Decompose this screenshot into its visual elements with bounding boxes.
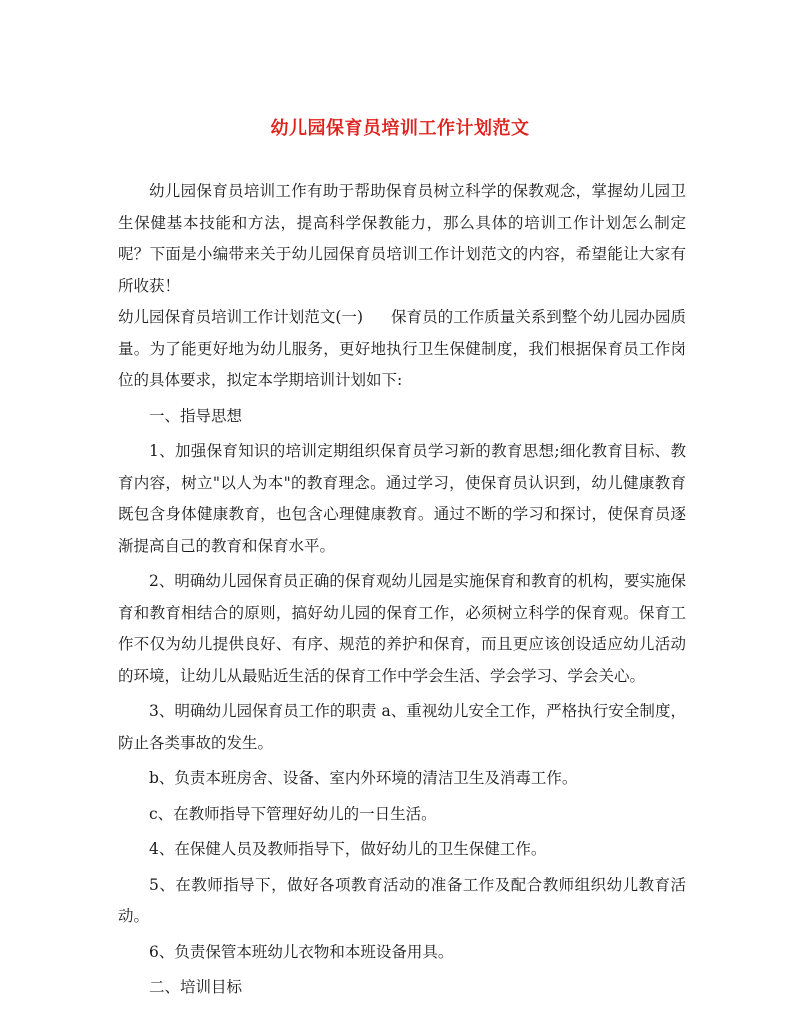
heading-guiding-ideology: 一、指导思想	[149, 406, 243, 425]
section-paragraph	[118, 302, 686, 397]
paragraph-item-2: 2、明确幼儿园保育员正确的保育观幼儿园是实施保育和教育的机构，要实施保育和教育相结合的原则，搞好幼儿园的保育工作，必须树立科学的保育观。保育工作不仅为幼儿提供良好、有序、规范的养护和保育，而且更应该创设适应幼儿活动的环境，让幼儿从最贴近生活的保育工作中学会生活、学会学习、学会关心。	[118, 572, 686, 685]
paragraph-item-5: 5、在教师指导下，做好各项教育活动的准备工作及配合教师组织幼儿教育活动。	[118, 875, 686, 925]
document-body	[118, 176, 686, 1004]
section-heading: 幼儿园保育员培训工作计划范文(一)	[118, 308, 363, 326]
document-title: 幼儿园保育员培训工作计划范文	[270, 118, 530, 139]
paragraph-item-4: 4、在保健人员及教师指导下，做好幼儿的卫生保健工作。	[149, 840, 547, 858]
section-intro: 保育员的工作质量关系到整个幼儿园办园质量。为了能更好地为幼儿服务，更好地执行卫生保健制度，我们根据保育员工作岗位的具体要求，拟定本学期培训计划如下:	[118, 308, 686, 389]
paragraph-item-3b: b、负责本班房舍、设备、室内外环境的清洁卫生及消毒工作。	[149, 769, 578, 787]
paragraph-item-1: 1、加强保育知识的培训定期组织保育员学习新的教育思想;细化教育目标、教育内容，树立"以人为本"的教育理念。通过学习，使保育员认识到，幼儿健康教育既包含身体健康教育，也包含心理健康教育。通过不断的学习和探讨，使保育员逐渐提高自己的教育和保育水平。	[118, 442, 686, 555]
paragraph-item-3c: c、在教师指导下管理好幼儿的一日生活。	[149, 804, 437, 823]
paragraph-item-6: 6、负责保管本班幼儿衣物和本班设备用具。	[149, 942, 454, 961]
heading-training-goals: 二、培训目标	[149, 978, 243, 996]
paragraph-item-3: 3、明确幼儿园保育员工作的职责 a、重视幼儿安全工作，严格执行安全制度，防止各类事故的发生。	[118, 702, 686, 752]
intro-paragraph: 幼儿园保育员培训工作有助于帮助保育员树立科学的保教观念，掌握幼儿园卫生保健基本技能和方法，提高科学保教能力，那么具体的培训工作计划怎么制定呢？下面是小编带来关于幼儿园保育员培训工作计划范文的内容，希望能让大家有所收获！	[118, 182, 686, 295]
